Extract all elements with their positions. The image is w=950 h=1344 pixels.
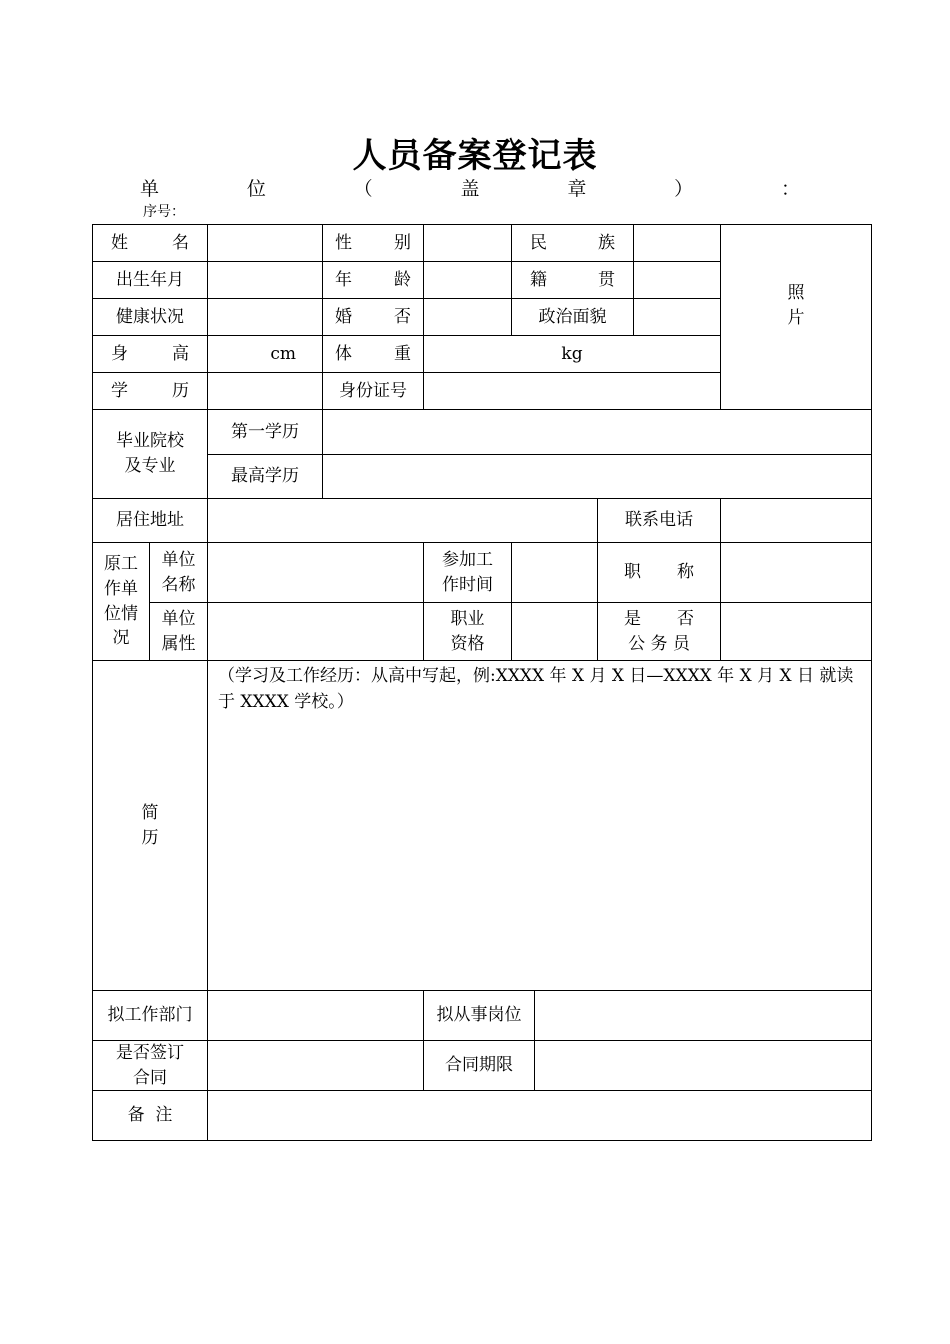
id-number-label: 身份证号 (323, 373, 424, 410)
dept-label: 拟工作部门 (93, 991, 208, 1041)
unit-name-field[interactable] (208, 543, 424, 603)
education-label: 学 历 (93, 373, 208, 410)
qualification-label: 职业 资格 (424, 603, 512, 661)
phone-label: 联系电话 (598, 499, 721, 543)
ethnicity-label: 民 族 (512, 225, 634, 262)
weight-field[interactable]: kg (424, 336, 721, 373)
unit-char: 章 (567, 178, 587, 200)
resume-field[interactable]: （学习及工作经历：从高中写起，例:XXXX 年 X 月 X 日—XXXX 年 X 月 X 日 就读于 XXXX 学校。） (208, 661, 872, 991)
title-rank-label: 职 称 (598, 543, 721, 603)
education-field[interactable] (208, 373, 323, 410)
sequence-label: 序号： (143, 204, 185, 220)
title-rank-field[interactable] (721, 543, 872, 603)
unit-type-field[interactable] (208, 603, 424, 661)
weight-label: 体 重 (323, 336, 424, 373)
photo-label: 照 片 (787, 283, 805, 328)
work-start-field[interactable] (512, 543, 598, 603)
name-label: 姓 名 (93, 225, 208, 262)
politics-field[interactable] (634, 299, 721, 336)
gender-field[interactable] (424, 225, 512, 262)
first-edu-field[interactable] (323, 410, 872, 455)
contract-field[interactable] (208, 1041, 424, 1091)
unit-type-label: 单位 属性 (150, 603, 208, 661)
height-field[interactable]: cm (208, 336, 323, 373)
married-label: 婚 否 (323, 299, 424, 336)
civil-servant-label: 是 否 公 务 员 (598, 603, 721, 661)
registration-table (92, 224, 872, 1141)
id-number-field[interactable] (424, 373, 721, 410)
first-edu-label: 第一学历 (208, 410, 323, 455)
remarks-label: 备 注 (93, 1091, 208, 1141)
post-label: 拟从事岗位 (424, 991, 535, 1041)
birth-label: 出生年月 (93, 262, 208, 299)
unit-char: 单 (140, 178, 160, 200)
qualification-field[interactable] (512, 603, 598, 661)
unit-stamp-line (140, 174, 800, 200)
school-label: 毕业院校 及专业 (93, 410, 208, 499)
name-field[interactable] (208, 225, 323, 262)
remarks-field[interactable] (208, 1091, 872, 1141)
phone-field[interactable] (721, 499, 872, 543)
health-label: 健康状况 (93, 299, 208, 336)
former-work-label: 原工 作单 位情 况 (93, 543, 150, 661)
highest-edu-label: 最高学历 (208, 455, 323, 499)
unit-char: （ (353, 178, 373, 200)
age-label: 年 龄 (323, 262, 424, 299)
resume-label: 简 历 (93, 661, 208, 991)
address-label: 居住地址 (93, 499, 208, 543)
height-label: 身 高 (93, 336, 208, 373)
age-field[interactable] (424, 262, 512, 299)
native-label: 籍 贯 (512, 262, 634, 299)
photo-box[interactable] (721, 225, 872, 410)
civil-servant-field[interactable] (721, 603, 872, 661)
unit-char: 位 (246, 178, 266, 200)
unit-name-label: 单位 名称 (150, 543, 208, 603)
unit-char: ： (780, 178, 800, 200)
work-start-label: 参加工 作时间 (424, 543, 512, 603)
contract-term-field[interactable] (535, 1041, 872, 1091)
married-field[interactable] (424, 299, 512, 336)
highest-edu-field[interactable] (323, 455, 872, 499)
form-title: 人员备案登记表 (352, 136, 598, 176)
native-field[interactable] (634, 262, 721, 299)
gender-label: 性 别 (323, 225, 424, 262)
address-field[interactable] (208, 499, 598, 543)
unit-char: ） (674, 178, 694, 200)
contract-label: 是否签订 合同 (93, 1041, 208, 1091)
dept-field[interactable] (208, 991, 424, 1041)
contract-term-label: 合同期限 (424, 1041, 535, 1091)
unit-char: 盖 (460, 178, 480, 200)
birth-field[interactable] (208, 262, 323, 299)
post-field[interactable] (535, 991, 872, 1041)
politics-label: 政治面貌 (512, 299, 634, 336)
health-field[interactable] (208, 299, 323, 336)
ethnicity-field[interactable] (634, 225, 721, 262)
